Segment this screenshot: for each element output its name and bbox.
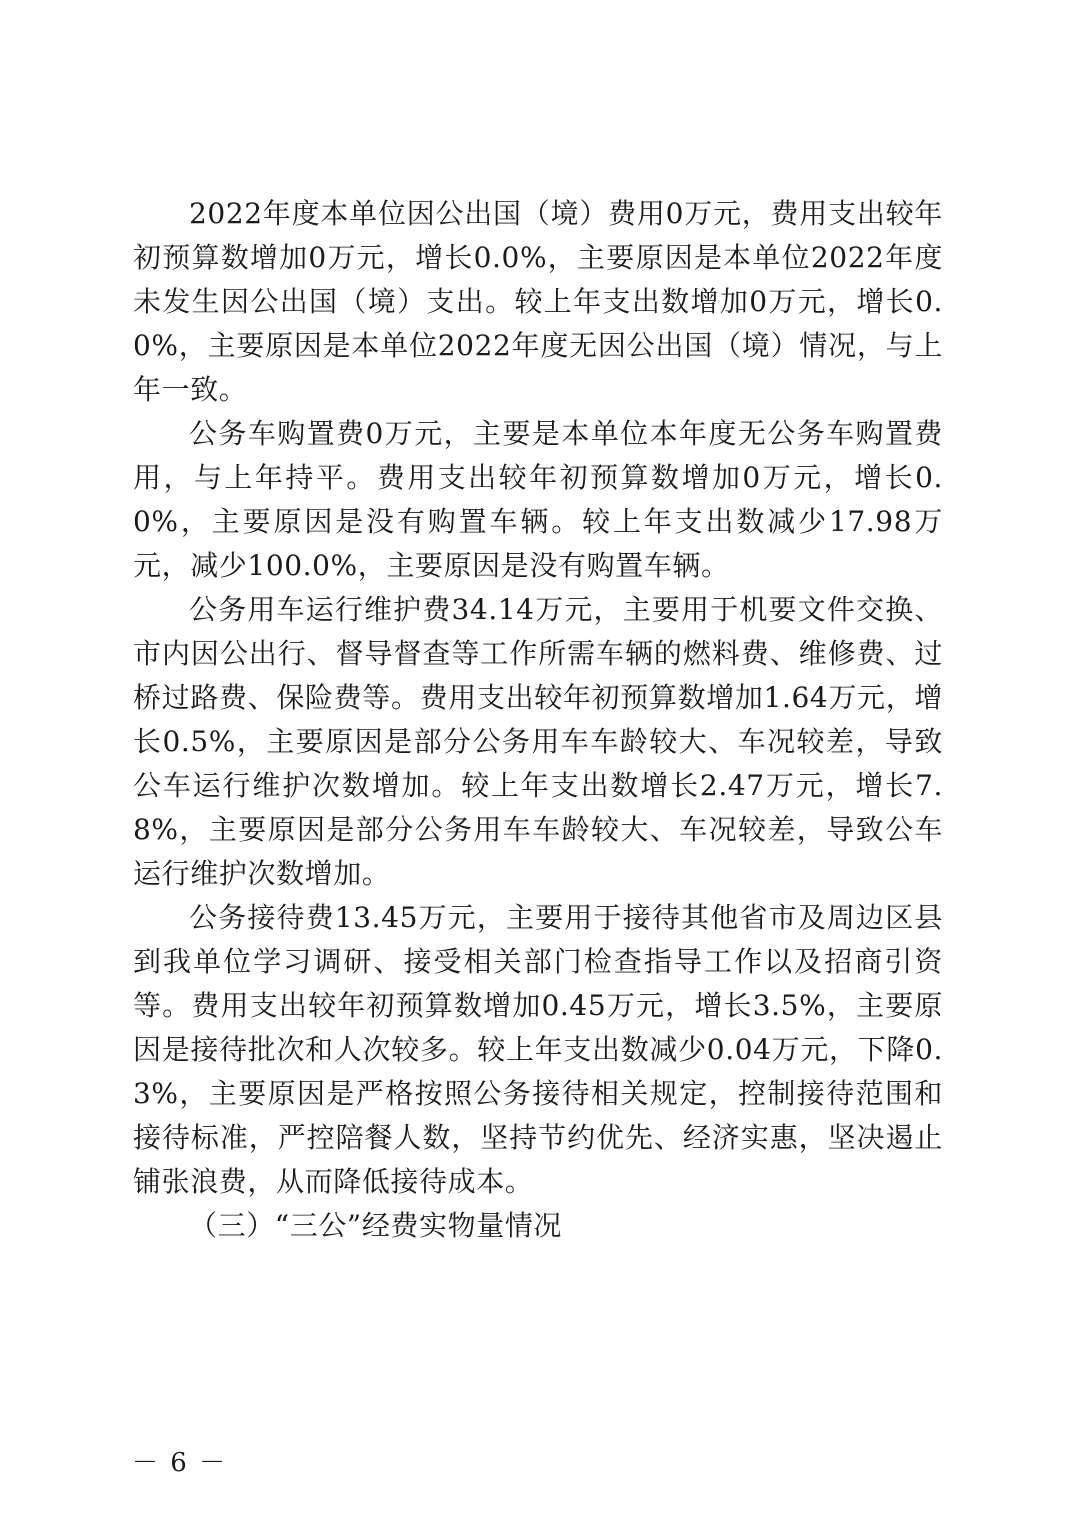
page-number: － 6 － — [132, 1448, 228, 1478]
paragraph-vehicle-maintenance: 公务用车运行维护费34.14万元，主要用于机要文件交换、市内因公出行、督导督查等工作所需车辆的燃料费、维修费、过桥过路费、保险费等。费用支出较年初预算数增加1.64万元，增长0.5%，主要原因是部分公务用车车龄较大、车况较差，导致公车运行维护次数增加。较上年支出数增长2.47万元，增长7.8%，主要原因是部分公务用车车龄较大、车况较差，导致公车运行维护次数增加。 — [133, 593, 943, 890]
paragraph-overseas-travel: 2022年度本单位因公出国（境）费用0万元，费用支出较年初预算数增加0万元，增长0.0%，主要原因是本单位2022年度未发生因公出国（境）支出。较上年支出数增加0万元，增长0.0%，主要原因是本单位2022年度无因公出国（境）情况，与上年一致。 — [133, 197, 943, 406]
paragraph-vehicle-purchase: 公务车购置费0万元，主要是本单位本年度无公务车购置费用，与上年持平。费用支出较年初预算数增加0万元，增长0.0%，主要原因是没有购置车辆。较上年支出数减少17.98万元，减少100.0%，主要原因是没有购置车辆。 — [133, 417, 943, 582]
paragraph-reception: 公务接待费13.45万元，主要用于接待其他省市及周边区县到我单位学习调研、接受相关部门检查指导工作以及招商引资等。费用支出较年初预算数增加0.45万元，增长3.5%，主要原因是接待批次和人次较多。较上年支出数减少0.04万元，下降0.3%，主要原因是严格按照公务接待相关规定，控制接待范围和接待标准，严控陪餐人数，坚持节约优先、经济实惠，坚决遏止铺张浪费，从而降低接待成本。 — [133, 901, 943, 1198]
section-heading: （三）“三公”经费实物量情况 — [189, 1209, 563, 1242]
body-text — [133, 192, 943, 1248]
